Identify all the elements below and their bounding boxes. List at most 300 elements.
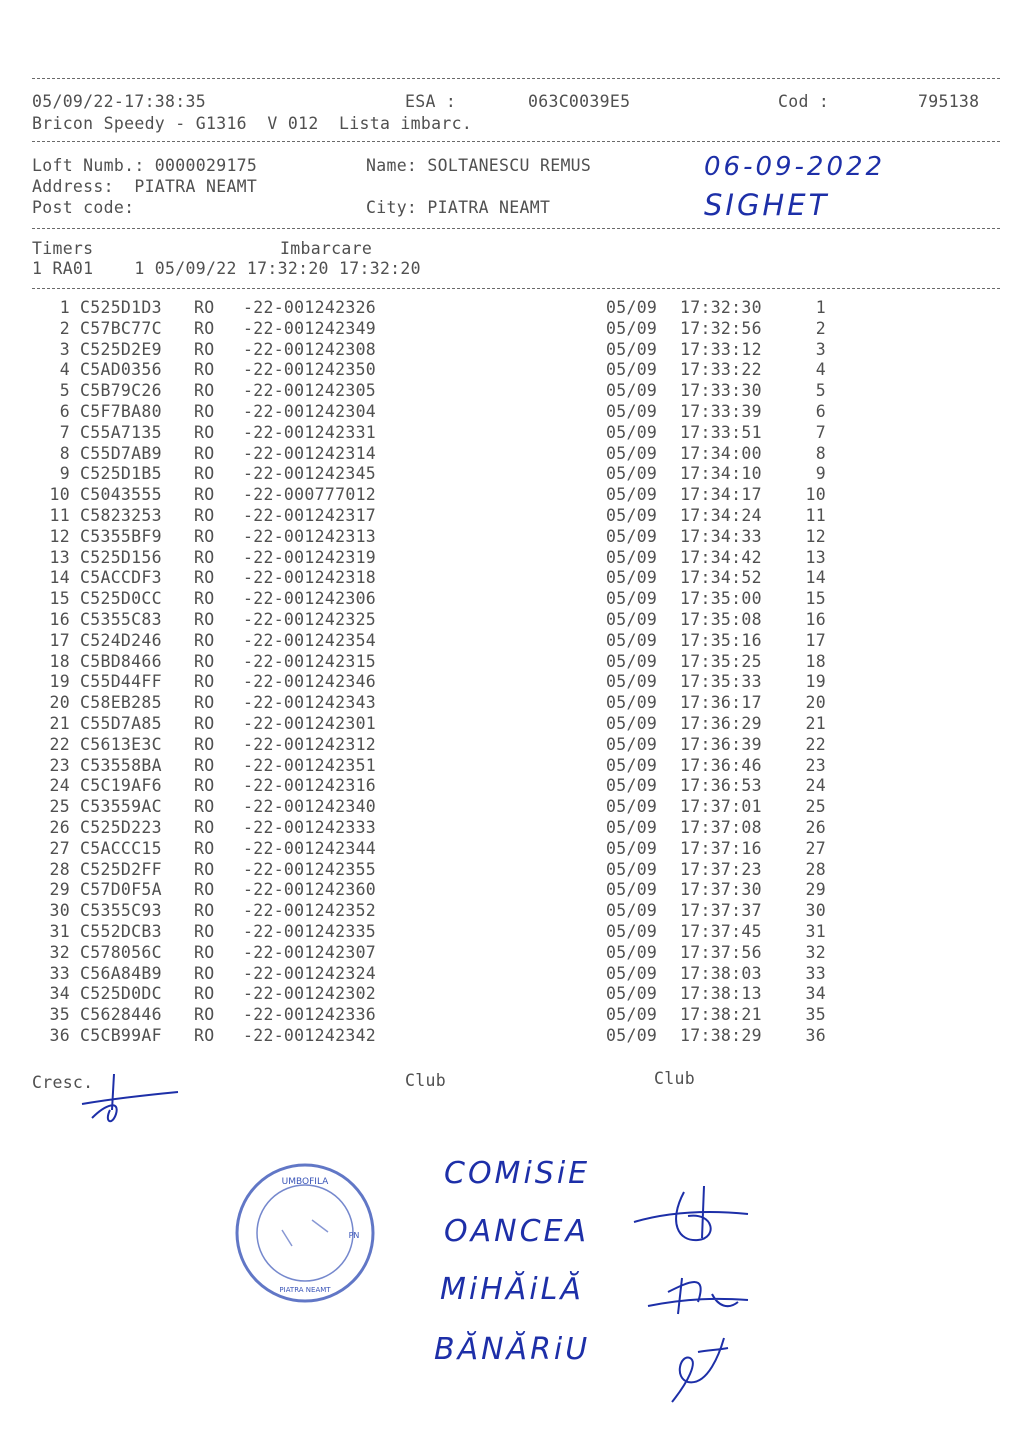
- table-row: [0, 298, 1024, 319]
- cell-chip: C56A84B9: [80, 963, 162, 983]
- cell-rank: 5: [815, 381, 826, 401]
- cell-chip: C57D0F5A: [80, 880, 162, 900]
- cell-n: 18: [49, 651, 70, 671]
- owner-dashed-rule: [32, 228, 1000, 229]
- cell-rank: 34: [805, 984, 826, 1004]
- cell-rank: 13: [805, 547, 826, 567]
- cell-ring: -22-001242350: [243, 360, 377, 380]
- table-row: [0, 485, 1024, 506]
- cell-n: 34: [49, 984, 70, 1004]
- cell-date: 05/09: [606, 838, 658, 858]
- cell-chip: C525D1D3: [80, 298, 162, 317]
- cell-rank: 14: [805, 568, 826, 588]
- cell-cc: RO: [194, 505, 215, 525]
- cell-cc: RO: [194, 901, 215, 921]
- cell-ring: -22-001242324: [243, 963, 377, 983]
- cell-rank: 8: [815, 443, 826, 463]
- cell-ring: -22-001242305: [243, 381, 377, 401]
- cell-ring: -22-001242336: [243, 1005, 377, 1025]
- table-row: [0, 610, 1024, 631]
- table-row: [0, 776, 1024, 797]
- cell-date: 05/09: [606, 713, 658, 733]
- cell-ring: -22-001242354: [243, 630, 377, 650]
- cell-chip: C57BC77C: [80, 318, 162, 338]
- cell-chip: C55D7A85: [80, 713, 162, 733]
- cell-date: 05/09: [606, 672, 658, 692]
- cell-date: 05/09: [606, 609, 658, 629]
- cell-date: 05/09: [606, 630, 658, 650]
- cell-cc: RO: [194, 360, 215, 380]
- cell-cc: RO: [194, 713, 215, 733]
- cell-cc: RO: [194, 547, 215, 567]
- cell-ring: -22-001242302: [243, 984, 377, 1004]
- cell-ring: -22-001242319: [243, 547, 377, 567]
- cell-ring: -22-001242360: [243, 880, 377, 900]
- cell-rank: 6: [815, 401, 826, 421]
- cell-date: 05/09: [606, 589, 658, 609]
- cell-n: 22: [49, 734, 70, 754]
- cell-date: 05/09: [606, 901, 658, 921]
- cell-date: 05/09: [606, 776, 658, 796]
- cell-chip: C5AD0356: [80, 360, 162, 380]
- cell-time: 17:37:30: [680, 880, 762, 900]
- cell-ring: -22-001242342: [243, 1025, 377, 1045]
- cell-date: 05/09: [606, 734, 658, 754]
- cell-date: 05/09: [606, 360, 658, 380]
- cell-ring: -22-001242306: [243, 589, 377, 609]
- cell-cc: RO: [194, 755, 215, 775]
- cell-chip: C5F7BA80: [80, 401, 162, 421]
- cell-n: 3: [59, 339, 70, 359]
- cell-time: 17:35:00: [680, 589, 762, 609]
- owner-name: Name: SOLTANESCU REMUS: [366, 156, 592, 175]
- handwritten-date: 06-09-2022: [704, 152, 886, 182]
- cell-cc: RO: [194, 672, 215, 692]
- table-row: [0, 922, 1024, 943]
- table-row: [0, 381, 1024, 402]
- cell-time: 17:36:46: [680, 755, 762, 775]
- cell-time: 17:33:30: [680, 381, 762, 401]
- handwritten-member-2: MiHĂiLĂ: [440, 1272, 584, 1307]
- cell-cc: RO: [194, 381, 215, 401]
- cell-time: 17:38:21: [680, 1005, 762, 1025]
- cell-rank: 18: [805, 651, 826, 671]
- cell-time: 17:34:52: [680, 568, 762, 588]
- cell-n: 4: [59, 360, 70, 380]
- cell-chip: C55D7AB9: [80, 443, 162, 463]
- cell-ring: -22-001242307: [243, 942, 377, 962]
- table-row: [0, 506, 1024, 527]
- cell-time: 17:36:17: [680, 693, 762, 713]
- cell-time: 17:37:37: [680, 901, 762, 921]
- cell-date: 05/09: [606, 1025, 658, 1045]
- cell-n: 1: [59, 298, 70, 317]
- cell-ring: -22-001242331: [243, 422, 377, 442]
- cell-cc: RO: [194, 339, 215, 359]
- cell-ring: -22-001242349: [243, 318, 377, 338]
- cell-ring: -22-001242355: [243, 859, 377, 879]
- cell-cc: RO: [194, 422, 215, 442]
- table-row: [0, 964, 1024, 985]
- cell-time: 17:33:39: [680, 401, 762, 421]
- cell-chip: C53558BA: [80, 755, 162, 775]
- cell-cc: RO: [194, 693, 215, 713]
- cell-date: 05/09: [606, 298, 658, 317]
- cell-n: 29: [49, 880, 70, 900]
- cell-chip: C5823253: [80, 505, 162, 525]
- club-stamp: [232, 1160, 378, 1306]
- cell-date: 05/09: [606, 693, 658, 713]
- cell-date: 05/09: [606, 339, 658, 359]
- cell-cc: RO: [194, 880, 215, 900]
- cell-time: 17:37:16: [680, 838, 762, 858]
- handwritten-member-3: BĂNĂRiU: [434, 1332, 591, 1367]
- cell-n: 28: [49, 859, 70, 879]
- cell-rank: 9: [815, 464, 826, 484]
- cell-date: 05/09: [606, 797, 658, 817]
- cell-rank: 32: [805, 942, 826, 962]
- cell-n: 5: [59, 381, 70, 401]
- cell-ring: -22-001242314: [243, 443, 377, 463]
- cell-ring: -22-001242344: [243, 838, 377, 858]
- cell-n: 24: [49, 776, 70, 796]
- cell-chip: C5C19AF6: [80, 776, 162, 796]
- top-dashed-rule: [32, 78, 1000, 79]
- table-row: [0, 818, 1024, 839]
- cell-ring: -22-001242312: [243, 734, 377, 754]
- cell-rank: 15: [805, 589, 826, 609]
- table-row: [0, 901, 1024, 922]
- cell-chip: C5ACCC15: [80, 838, 162, 858]
- table-row: [0, 319, 1024, 340]
- cell-time: 17:34:42: [680, 547, 762, 567]
- cell-cc: RO: [194, 651, 215, 671]
- cell-rank: 36: [805, 1025, 826, 1045]
- table-row: [0, 444, 1024, 465]
- cell-rank: 29: [805, 880, 826, 900]
- cell-time: 17:34:10: [680, 464, 762, 484]
- cell-time: 17:38:29: [680, 1025, 762, 1045]
- handwritten-commission: COMiSiE: [444, 1156, 591, 1191]
- cell-n: 2: [59, 318, 70, 338]
- cell-date: 05/09: [606, 921, 658, 941]
- cell-time: 17:36:29: [680, 713, 762, 733]
- cell-rank: 3: [815, 339, 826, 359]
- cell-time: 17:38:13: [680, 984, 762, 1004]
- cell-rank: 2: [815, 318, 826, 338]
- cell-cc: RO: [194, 485, 215, 505]
- cell-n: 21: [49, 713, 70, 733]
- header-dashed-rule: [32, 141, 1000, 142]
- cell-n: 20: [49, 693, 70, 713]
- cell-chip: C5BD8466: [80, 651, 162, 671]
- cell-rank: 17: [805, 630, 826, 650]
- cell-n: 17: [49, 630, 70, 650]
- cell-chip: C5355C93: [80, 901, 162, 921]
- cell-cc: RO: [194, 589, 215, 609]
- cell-rank: 16: [805, 609, 826, 629]
- cell-cc: RO: [194, 401, 215, 421]
- cell-rank: 35: [805, 1005, 826, 1025]
- table-row: [0, 631, 1024, 652]
- cell-ring: -22-001242352: [243, 901, 377, 921]
- table-row: [0, 548, 1024, 569]
- cell-n: 13: [49, 547, 70, 567]
- basketing-list: [0, 298, 1024, 1047]
- cell-rank: 19: [805, 672, 826, 692]
- cell-n: 7: [59, 422, 70, 442]
- cell-cc: RO: [194, 859, 215, 879]
- cell-time: 17:37:45: [680, 921, 762, 941]
- table-row: [0, 880, 1024, 901]
- cell-chip: C578056C: [80, 942, 162, 962]
- cell-cc: RO: [194, 1025, 215, 1045]
- timer-line: 1 RA01 1 05/09/22 17:32:20 17:32:20: [32, 259, 421, 278]
- cell-cc: RO: [194, 568, 215, 588]
- table-row: [0, 735, 1024, 756]
- table-row: [0, 652, 1024, 673]
- cell-time: 17:37:23: [680, 859, 762, 879]
- cell-n: 14: [49, 568, 70, 588]
- cell-rank: 21: [805, 713, 826, 733]
- cell-n: 30: [49, 901, 70, 921]
- cell-n: 11: [49, 505, 70, 525]
- cell-time: 17:32:56: [680, 318, 762, 338]
- cell-cc: RO: [194, 963, 215, 983]
- table-row: [0, 402, 1024, 423]
- cell-chip: C55A7135: [80, 422, 162, 442]
- table-row: [0, 839, 1024, 860]
- cell-cc: RO: [194, 298, 215, 317]
- cell-ring: -22-001242335: [243, 921, 377, 941]
- cell-ring: -22-001242325: [243, 609, 377, 629]
- cell-date: 05/09: [606, 817, 658, 837]
- cell-rank: 1: [815, 298, 826, 317]
- table-row: [0, 714, 1024, 735]
- cell-ring: -22-001242317: [243, 505, 377, 525]
- cod-label: Cod :: [778, 92, 830, 111]
- owner-address: Address: PIATRA NEAMT: [32, 177, 258, 196]
- cell-time: 17:33:22: [680, 360, 762, 380]
- member-signatures: [628, 1182, 758, 1412]
- table-row: [0, 568, 1024, 589]
- cell-time: 17:35:08: [680, 609, 762, 629]
- cell-ring: -22-001242318: [243, 568, 377, 588]
- cell-date: 05/09: [606, 505, 658, 525]
- cell-rank: 30: [805, 901, 826, 921]
- cell-n: 25: [49, 797, 70, 817]
- cell-ring: -22-000777012: [243, 485, 377, 505]
- timers-label: Timers: [32, 239, 94, 258]
- esa-label: ESA :: [405, 92, 457, 111]
- cell-chip: C5ACCDF3: [80, 568, 162, 588]
- cell-time: 17:35:16: [680, 630, 762, 650]
- cell-rank: 31: [805, 921, 826, 941]
- cell-cc: RO: [194, 817, 215, 837]
- cell-date: 05/09: [606, 963, 658, 983]
- cell-cc: RO: [194, 526, 215, 546]
- cell-rank: 22: [805, 734, 826, 754]
- cell-date: 05/09: [606, 443, 658, 463]
- cell-chip: C524D246: [80, 630, 162, 650]
- cell-rank: 23: [805, 755, 826, 775]
- cell-time: 17:37:56: [680, 942, 762, 962]
- cell-time: 17:34:24: [680, 505, 762, 525]
- cell-chip: C5355C83: [80, 609, 162, 629]
- cell-date: 05/09: [606, 859, 658, 879]
- club-label-2: Club: [654, 1069, 695, 1088]
- cell-time: 17:35:25: [680, 651, 762, 671]
- cell-time: 17:32:30: [680, 298, 762, 317]
- cell-date: 05/09: [606, 422, 658, 442]
- cell-n: 27: [49, 838, 70, 858]
- cell-chip: C525D0CC: [80, 589, 162, 609]
- cell-cc: RO: [194, 464, 215, 484]
- cell-ring: -22-001242316: [243, 776, 377, 796]
- cell-chip: C5CB99AF: [80, 1025, 162, 1045]
- cell-chip: C525D156: [80, 547, 162, 567]
- cell-rank: 4: [815, 360, 826, 380]
- stamp-text-side: PN: [348, 1231, 360, 1240]
- print-datetime: 05/09/22-17:38:35: [32, 92, 206, 111]
- cell-ring: -22-001242346: [243, 672, 377, 692]
- cell-chip: C55D44FF: [80, 672, 162, 692]
- cell-cc: RO: [194, 1005, 215, 1025]
- loft-number: Loft Numb.: 0000029175: [32, 156, 258, 175]
- cell-cc: RO: [194, 443, 215, 463]
- cell-n: 32: [49, 942, 70, 962]
- cell-n: 15: [49, 589, 70, 609]
- table-row: [0, 464, 1024, 485]
- cell-rank: 33: [805, 963, 826, 983]
- cell-n: 26: [49, 817, 70, 837]
- cell-time: 17:34:17: [680, 485, 762, 505]
- table-row: [0, 693, 1024, 714]
- cell-rank: 25: [805, 797, 826, 817]
- table-row: [0, 984, 1024, 1005]
- cell-cc: RO: [194, 734, 215, 754]
- stamp-text-bottom: PIATRA NEAMT: [279, 1286, 331, 1294]
- cell-cc: RO: [194, 318, 215, 338]
- cell-date: 05/09: [606, 942, 658, 962]
- cell-chip: C53559AC: [80, 797, 162, 817]
- cell-date: 05/09: [606, 401, 658, 421]
- cell-cc: RO: [194, 942, 215, 962]
- cell-date: 05/09: [606, 485, 658, 505]
- cod-value: 795138: [918, 92, 980, 111]
- cell-time: 17:35:33: [680, 672, 762, 692]
- cell-time: 17:38:03: [680, 963, 762, 983]
- cell-cc: RO: [194, 838, 215, 858]
- cell-rank: 20: [805, 693, 826, 713]
- cell-chip: C5B79C26: [80, 381, 162, 401]
- cell-cc: RO: [194, 797, 215, 817]
- table-row: [0, 1026, 1024, 1047]
- cell-cc: RO: [194, 921, 215, 941]
- cell-ring: -22-001242333: [243, 817, 377, 837]
- cell-n: 36: [49, 1025, 70, 1045]
- cell-time: 17:34:33: [680, 526, 762, 546]
- handwritten-place: SIGHET: [704, 188, 830, 222]
- cell-cc: RO: [194, 776, 215, 796]
- table-row: [0, 527, 1024, 548]
- breeder-signature: [76, 1070, 186, 1130]
- cell-chip: C58EB285: [80, 693, 162, 713]
- cell-time: 17:36:39: [680, 734, 762, 754]
- handwritten-member-1: OANCEA: [444, 1214, 590, 1249]
- cell-cc: RO: [194, 984, 215, 1004]
- cell-cc: RO: [194, 630, 215, 650]
- cell-date: 05/09: [606, 381, 658, 401]
- cell-rank: 28: [805, 859, 826, 879]
- cell-n: 16: [49, 609, 70, 629]
- cell-date: 05/09: [606, 547, 658, 567]
- cell-chip: C5613E3C: [80, 734, 162, 754]
- stamp-text-top: UMBOFILA: [281, 1177, 329, 1187]
- table-row: [0, 340, 1024, 361]
- post-code: Post code:: [32, 198, 135, 217]
- cell-time: 17:33:51: [680, 422, 762, 442]
- cell-time: 17:34:00: [680, 443, 762, 463]
- cell-ring: -22-001242301: [243, 713, 377, 733]
- cell-date: 05/09: [606, 464, 658, 484]
- cell-n: 33: [49, 963, 70, 983]
- cell-time: 17:37:01: [680, 797, 762, 817]
- cell-time: 17:37:08: [680, 817, 762, 837]
- cell-chip: C5355BF9: [80, 526, 162, 546]
- cell-date: 05/09: [606, 568, 658, 588]
- cell-n: 19: [49, 672, 70, 692]
- table-row: [0, 797, 1024, 818]
- cell-ring: -22-001242326: [243, 298, 377, 317]
- cell-n: 12: [49, 526, 70, 546]
- table-row: [0, 756, 1024, 777]
- cell-ring: -22-001242345: [243, 464, 377, 484]
- cell-n: 8: [59, 443, 70, 463]
- cell-ring: -22-001242343: [243, 693, 377, 713]
- cell-cc: RO: [194, 609, 215, 629]
- cell-n: 6: [59, 401, 70, 421]
- table-row: [0, 1005, 1024, 1026]
- cell-chip: C525D0DC: [80, 984, 162, 1004]
- cell-n: 23: [49, 755, 70, 775]
- cell-rank: 27: [805, 838, 826, 858]
- cell-ring: -22-001242315: [243, 651, 377, 671]
- cell-chip: C525D2E9: [80, 339, 162, 359]
- cell-rank: 12: [805, 526, 826, 546]
- cell-chip: C525D1B5: [80, 464, 162, 484]
- cell-chip: C525D223: [80, 817, 162, 837]
- cell-ring: -22-001242340: [243, 797, 377, 817]
- table-row: [0, 860, 1024, 881]
- cell-date: 05/09: [606, 651, 658, 671]
- table-row: [0, 672, 1024, 693]
- cell-ring: -22-001242351: [243, 755, 377, 775]
- cresc-label: Cresc.: [32, 1073, 94, 1092]
- cell-chip: C525D2FF: [80, 859, 162, 879]
- cell-date: 05/09: [606, 984, 658, 1004]
- esa-value: 063C0039E5: [528, 92, 631, 111]
- cell-n: 35: [49, 1005, 70, 1025]
- cell-n: 31: [49, 921, 70, 941]
- owner-city: City: PIATRA NEAMT: [366, 198, 551, 217]
- cell-rank: 7: [815, 422, 826, 442]
- cell-chip: C5043555: [80, 485, 162, 505]
- imbarcare-label: Imbarcare: [280, 239, 373, 258]
- timers-dashed-rule: [32, 288, 1000, 289]
- cell-chip: C552DCB3: [80, 921, 162, 941]
- cell-rank: 10: [805, 485, 826, 505]
